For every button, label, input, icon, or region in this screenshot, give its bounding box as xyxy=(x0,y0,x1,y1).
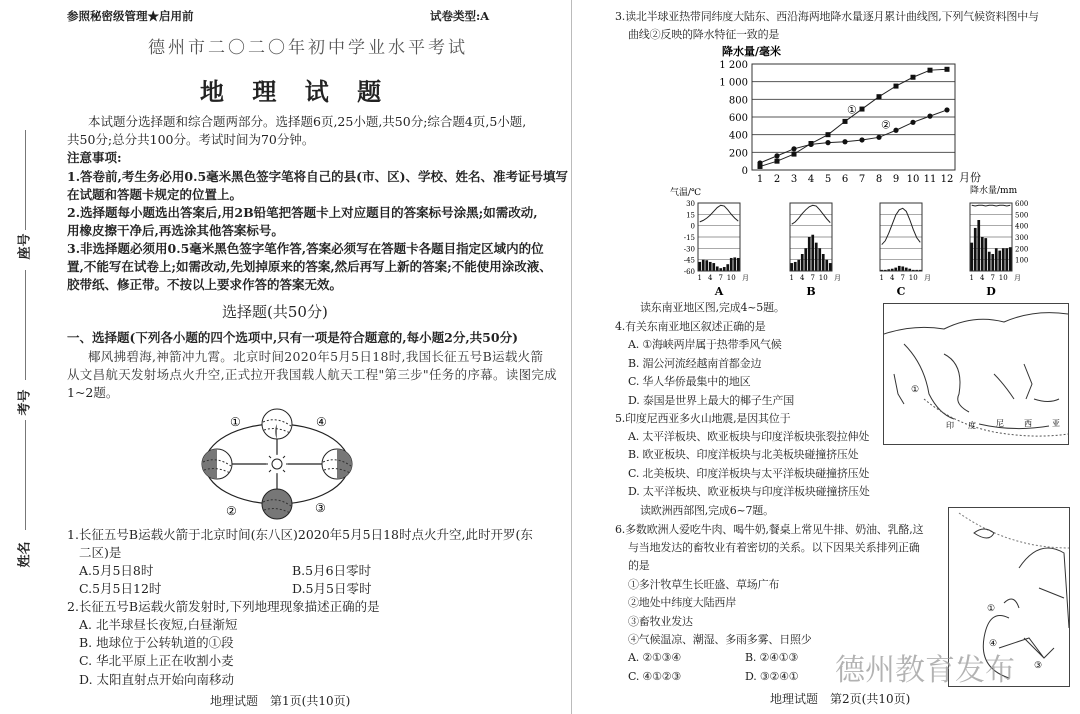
x-tick-label: 月 xyxy=(742,274,749,282)
x-tick-label: 1 xyxy=(697,274,702,282)
passage-line: 椰风拂碧海,神箭冲九霄。北京时间2020年5月5日18时,我国长征五号B运载火箭 xyxy=(88,349,544,364)
series-label: ① xyxy=(847,103,857,117)
series-label: ② xyxy=(881,118,891,132)
data-point xyxy=(775,159,780,164)
map-label: ④ xyxy=(989,639,998,649)
map-label: 度 xyxy=(968,421,976,430)
intro-text: 读欧洲西部图,完成6~7题。 xyxy=(640,504,774,517)
data-point xyxy=(774,153,779,158)
option-c[interactable]: C. ④①②③ xyxy=(628,670,682,683)
map-label: ③ xyxy=(1034,661,1043,671)
y-tick-label: 1 000 xyxy=(719,77,748,89)
data-point xyxy=(893,128,898,133)
x-tick-label: 6 xyxy=(841,174,849,185)
precipitation-bar xyxy=(984,238,987,271)
x-tick-label: 7 xyxy=(990,274,995,282)
option-d[interactable]: D. ③②④① xyxy=(745,670,799,683)
climate-charts xyxy=(670,183,1070,301)
exam-number-label: 考号 xyxy=(17,389,33,416)
y-tick-label: 200 xyxy=(728,148,748,160)
x-tick-label: 7 xyxy=(900,274,905,282)
precipitation-bar xyxy=(970,243,973,271)
temperature-curve xyxy=(972,205,1011,206)
precipitation-tick-label: 400 xyxy=(1015,222,1029,231)
option-b[interactable]: B. 地球位于公转轨道的①段 xyxy=(79,635,234,650)
data-point xyxy=(928,68,933,73)
x-tick-label: 1 xyxy=(756,174,764,185)
map-label: ① xyxy=(911,385,920,395)
precipitation-bar xyxy=(705,260,708,271)
statement-item: ④气候温凉、潮湿、多雨多雾、日照少 xyxy=(628,633,812,646)
temperature-tick-label: -60 xyxy=(683,268,695,276)
precipitation-bar xyxy=(790,263,793,271)
map-label: 印 xyxy=(946,421,954,430)
option-c[interactable]: C.5月5日12时 xyxy=(79,581,162,596)
intro-text: 读东南亚地区图,完成4~5题。 xyxy=(640,301,785,314)
precipitation-bar xyxy=(995,248,998,271)
page-footer: 地理试题 第2页(共10页) xyxy=(770,692,911,706)
map-label: 亚 xyxy=(1052,419,1060,428)
precipitation-bar xyxy=(894,268,897,271)
data-point xyxy=(825,140,830,145)
precipitation-bar xyxy=(712,263,715,271)
question-5-stem: 5.印度尼西亚多火山地震,是因其位于 xyxy=(615,412,791,425)
sun-icon xyxy=(265,452,289,476)
data-point xyxy=(757,160,762,165)
map-label: ① xyxy=(987,604,996,614)
map-label: 西 xyxy=(1024,419,1032,428)
question-1-stem: 1.长征五号B运载火箭于北京时间(东八区)2020年5月5日18时点火升空,此时开罗(东 xyxy=(67,527,533,542)
binding-line xyxy=(25,130,26,230)
orbit-label: ② xyxy=(226,504,237,518)
data-point xyxy=(944,107,949,112)
x-tick-label: 10 xyxy=(906,174,920,185)
data-point xyxy=(843,119,848,124)
precipitation-bar xyxy=(981,237,984,271)
panel-label: B xyxy=(806,285,816,298)
option-b[interactable]: B.5月6日零时 xyxy=(292,563,372,578)
paper-type-label: 试卷类型:A xyxy=(430,9,490,23)
earth-orbit-diagram xyxy=(190,402,370,522)
x-tick-label: 月 xyxy=(834,274,841,282)
data-point xyxy=(860,107,865,112)
option-d[interactable]: D.5月5日零时 xyxy=(292,581,372,596)
y-tick-label: 800 xyxy=(728,95,748,107)
temperature-curve xyxy=(700,205,739,222)
x-tick-label: 7 xyxy=(718,274,723,282)
data-point xyxy=(945,67,950,72)
x-tick-label: 7 xyxy=(858,174,866,185)
statement-item: ①多汁牧草生长旺盛、草场广布 xyxy=(628,578,780,591)
data-point xyxy=(911,75,916,80)
page-footer: 地理试题 第1页(共10页) xyxy=(210,694,351,708)
x-tick-label: 12 xyxy=(940,174,954,185)
data-point xyxy=(792,152,797,157)
question-6-stem: 与当地发达的畜牧业有着密切的关系。以下因果关系排列正确 xyxy=(628,541,920,554)
precipitation-bar xyxy=(702,260,705,271)
notice-line: 置,不能写在试卷上;如需改动,先划掉原来的答案,然后再写上新的答案;不能使用涂改液、 xyxy=(67,259,552,274)
y-tick-label: 400 xyxy=(728,130,748,142)
x-tick-label: 11 xyxy=(923,174,937,185)
notice-heading: 注意事项: xyxy=(67,150,122,165)
question-6-stem: 的是 xyxy=(628,559,650,572)
panel-label: A xyxy=(714,285,724,298)
data-point xyxy=(808,142,813,147)
temperature-curve xyxy=(882,208,921,244)
x-tick-label: 2 xyxy=(773,174,781,185)
x-tick-label: 8 xyxy=(875,174,883,185)
precipitation-bar xyxy=(1002,248,1005,271)
data-point xyxy=(894,84,899,89)
binding-line xyxy=(25,420,26,530)
precipitation-bar xyxy=(974,228,977,271)
question-1-stem: 二区)是 xyxy=(79,545,122,560)
series-line-2 xyxy=(760,110,947,163)
question-2-stem: 2.长征五号B运载火箭发射时,下列地理现象描述正确的是 xyxy=(67,599,380,614)
statement-item: ②地处中纬度大陆西岸 xyxy=(628,596,736,609)
notice-line: 3.非选择题必须用0.5毫米黑色签字笔作答,答案必须写在答题卡各题目指定区域内的位 xyxy=(67,241,544,256)
name-label: 姓名 xyxy=(17,541,33,568)
option-a[interactable]: A.5月5日8时 xyxy=(79,563,154,578)
intro-line: 本试题分选择题和综合题两部分。选择题6页,25小题,共50分;综合题4页,5小题, xyxy=(88,114,527,129)
precipitation-bar xyxy=(730,258,733,271)
option-b[interactable]: B. 湄公河流经越南首都金边 xyxy=(628,357,762,370)
precipitation-bar xyxy=(977,220,980,271)
notice-line: 2.选择题每小题选出答案后,用2B铅笔把答题卡上对应题目的答案标号涂黑;如需改动, xyxy=(67,205,538,220)
part-heading: 一、选择题(下列各小题的四个选项中,只有一项是符合题意的,每小题2分,共50分) xyxy=(67,330,518,345)
x-tick-label: 4 xyxy=(708,274,713,282)
precipitation-bar xyxy=(808,237,811,271)
precipitation-bar xyxy=(1005,248,1008,271)
x-tick-label: 1 xyxy=(789,274,794,282)
earth-icon xyxy=(322,449,352,479)
x-tick-label: 4 xyxy=(980,274,985,282)
panel-label: D xyxy=(986,285,996,298)
precipitation-tick-label: 100 xyxy=(1015,256,1029,265)
confidential-label: 参照秘密级管理★启用前 xyxy=(67,9,194,23)
x-tick-label: 3 xyxy=(790,174,798,185)
intro-line: 共50分;总分共100分。考试时间为70分钟。 xyxy=(67,132,315,147)
statement-item: ③畜牧业发达 xyxy=(628,615,693,628)
subject-title: 地 理 试 题 xyxy=(200,77,392,106)
precipitation-tick-label: 200 xyxy=(1015,245,1029,254)
precipitation-bar xyxy=(815,243,818,271)
option-c[interactable]: C. 华北平原上正在收割小麦 xyxy=(79,653,234,668)
question-3-stem: 3.读北半球亚热带同纬度大陆东、西沿海两地降水量逐月累计曲线图,下列气候资料图中与 xyxy=(615,10,1039,23)
question-3-stem: 曲线②反映的降水特征一致的是 xyxy=(628,28,780,41)
exam-title: 德州市二〇二〇年初中学业水平考试 xyxy=(148,38,468,58)
x-tick-label: 7 xyxy=(810,274,815,282)
option-d[interactable]: D. 太阳直射点开始向南移动 xyxy=(79,672,235,687)
option-d[interactable]: D. 太平洋板块、欧亚板块与印度洋板块碰撞挤压处 xyxy=(628,485,870,498)
orbit-label: ④ xyxy=(316,415,327,429)
page-divider xyxy=(571,0,572,714)
option-c[interactable]: C. 北美板块、印度洋板块与太平洋板块碰撞挤压处 xyxy=(628,467,870,480)
x-tick-label: 1 xyxy=(969,274,974,282)
option-b[interactable]: B. ②④①③ xyxy=(745,651,799,664)
data-point xyxy=(877,94,882,99)
x-tick-label: 5 xyxy=(824,174,832,185)
temperature-axis-label: 气温/℃ xyxy=(670,188,702,198)
notice-line: 用橡皮擦干净后,再选涂其他答案标号。 xyxy=(67,223,284,238)
option-c[interactable]: C. 华人华侨最集中的地区 xyxy=(628,375,751,388)
orbit-label: ① xyxy=(230,415,241,429)
data-point xyxy=(910,120,915,125)
x-tick-label: 10 xyxy=(818,274,828,282)
data-point xyxy=(842,139,847,144)
precipitation-tick-label: 600 xyxy=(1015,200,1029,208)
section-title: 选择题(共50分) xyxy=(222,303,328,321)
x-axis-label: 月份 xyxy=(959,171,981,184)
question-6-stem: 6.多数欧洲人爱吃牛肉、喝牛奶,餐桌上常见牛排、奶油、乳酪,这 xyxy=(615,523,924,536)
precipitation-bar xyxy=(905,268,908,271)
cumulative-precipitation-chart xyxy=(700,42,1010,192)
temperature-tick-label: 15 xyxy=(686,211,695,220)
data-point xyxy=(859,137,864,142)
x-tick-label: 4 xyxy=(890,274,895,282)
option-a[interactable]: A. 北半球昼长夜短,白昼渐短 xyxy=(79,617,238,632)
precipitation-bar xyxy=(998,251,1001,271)
precipitation-bar xyxy=(726,264,729,271)
panel-label: C xyxy=(896,285,906,298)
precipitation-bar xyxy=(898,266,901,271)
passage-line: 1~2题。 xyxy=(67,385,119,400)
temperature-tick-label: -30 xyxy=(683,245,695,254)
x-tick-label: 4 xyxy=(807,174,815,185)
temperature-tick-label: -45 xyxy=(683,256,695,265)
passage-line: 从文昌航天发射场点火升空,正式拉开我国载人航天工程"第三步"任务的序幕。读图完成 xyxy=(67,367,557,382)
temperature-tick-label: 30 xyxy=(686,200,695,208)
precipitation-bar xyxy=(818,248,821,271)
question-4-stem: 4.有关东南亚地区叙述正确的是 xyxy=(615,320,766,333)
x-tick-label: 10 xyxy=(726,274,736,282)
precipitation-bar xyxy=(733,257,736,271)
precipitation-bar xyxy=(829,263,832,271)
precipitation-bar xyxy=(811,235,814,271)
precipitation-bar xyxy=(801,254,804,271)
precipitation-bar xyxy=(822,254,825,271)
option-a[interactable]: A. ②①③④ xyxy=(628,651,681,664)
x-tick-label: 9 xyxy=(892,174,900,185)
x-tick-label: 月 xyxy=(924,274,931,282)
temperature-curve xyxy=(792,205,831,224)
option-d[interactable]: D. 泰国是世界上最大的椰子生产国 xyxy=(628,394,795,407)
notice-line: 在试题和答题卡规定的位置上。 xyxy=(67,187,243,202)
notice-line: 胶带纸、修正带。不按以上要求作答的答案无效。 xyxy=(67,277,343,292)
precipitation-tick-label: 300 xyxy=(1015,234,1029,242)
x-tick-label: 10 xyxy=(998,274,1008,282)
temperature-tick-label: 0 xyxy=(690,222,695,231)
precipitation-bar xyxy=(794,262,797,271)
temperature-tick-label: -15 xyxy=(683,234,695,242)
earth-icon xyxy=(202,449,232,479)
precipitation-bar xyxy=(797,260,800,271)
precipitation-bar xyxy=(709,262,712,271)
watermark: 德州教育发布 xyxy=(835,653,1015,688)
orbit-label: ③ xyxy=(315,501,326,515)
earth-icon xyxy=(262,409,292,439)
precipitation-bar xyxy=(1009,247,1012,271)
y-tick-label: 1 200 xyxy=(719,60,748,71)
precipitation-bar xyxy=(737,258,740,271)
data-point xyxy=(826,132,831,137)
y-axis-label: 降水量/毫米 xyxy=(722,45,782,58)
precipitation-axis-label: 降水量/mm xyxy=(970,186,1018,196)
precipitation-bar xyxy=(723,267,726,271)
precipitation-tick-label: 500 xyxy=(1015,211,1029,220)
precipitation-bar xyxy=(716,266,719,271)
precipitation-bar xyxy=(988,252,991,271)
precipitation-bar xyxy=(991,254,994,271)
precipitation-bar xyxy=(825,260,828,271)
precipitation-bar xyxy=(804,248,807,271)
map-label: 尼 xyxy=(996,419,1004,428)
earth-icon xyxy=(262,489,292,519)
option-b[interactable]: B. 欧亚板块、印度洋板块与北美板块碰撞挤压处 xyxy=(628,448,859,461)
data-point xyxy=(876,135,881,140)
southeast-asia-map xyxy=(883,303,1069,445)
seat-number-label: 座号 xyxy=(17,233,33,260)
binding-line xyxy=(25,270,26,380)
option-a[interactable]: A. ①海峡两岸属于热带季风气候 xyxy=(628,338,782,351)
y-tick-label: 0 xyxy=(741,166,748,177)
data-point xyxy=(927,114,932,119)
x-tick-label: 4 xyxy=(800,274,805,282)
southeast-asia-outline xyxy=(884,304,1068,444)
x-tick-label: 10 xyxy=(908,274,918,282)
x-tick-label: 月 xyxy=(1014,274,1021,282)
x-tick-label: 1 xyxy=(879,274,884,282)
data-point xyxy=(791,146,796,151)
y-tick-label: 600 xyxy=(728,113,748,124)
precipitation-bar xyxy=(901,266,904,271)
precipitation-bar xyxy=(698,262,701,271)
option-a[interactable]: A. 太平洋板块、欧亚板块与印度洋板块张裂拉伸处 xyxy=(628,430,870,443)
notice-line: 1.答卷前,考生务必用0.5毫米黑色签字笔将自己的县(市、区)、学校、姓名、准考证号填写 xyxy=(67,169,568,184)
